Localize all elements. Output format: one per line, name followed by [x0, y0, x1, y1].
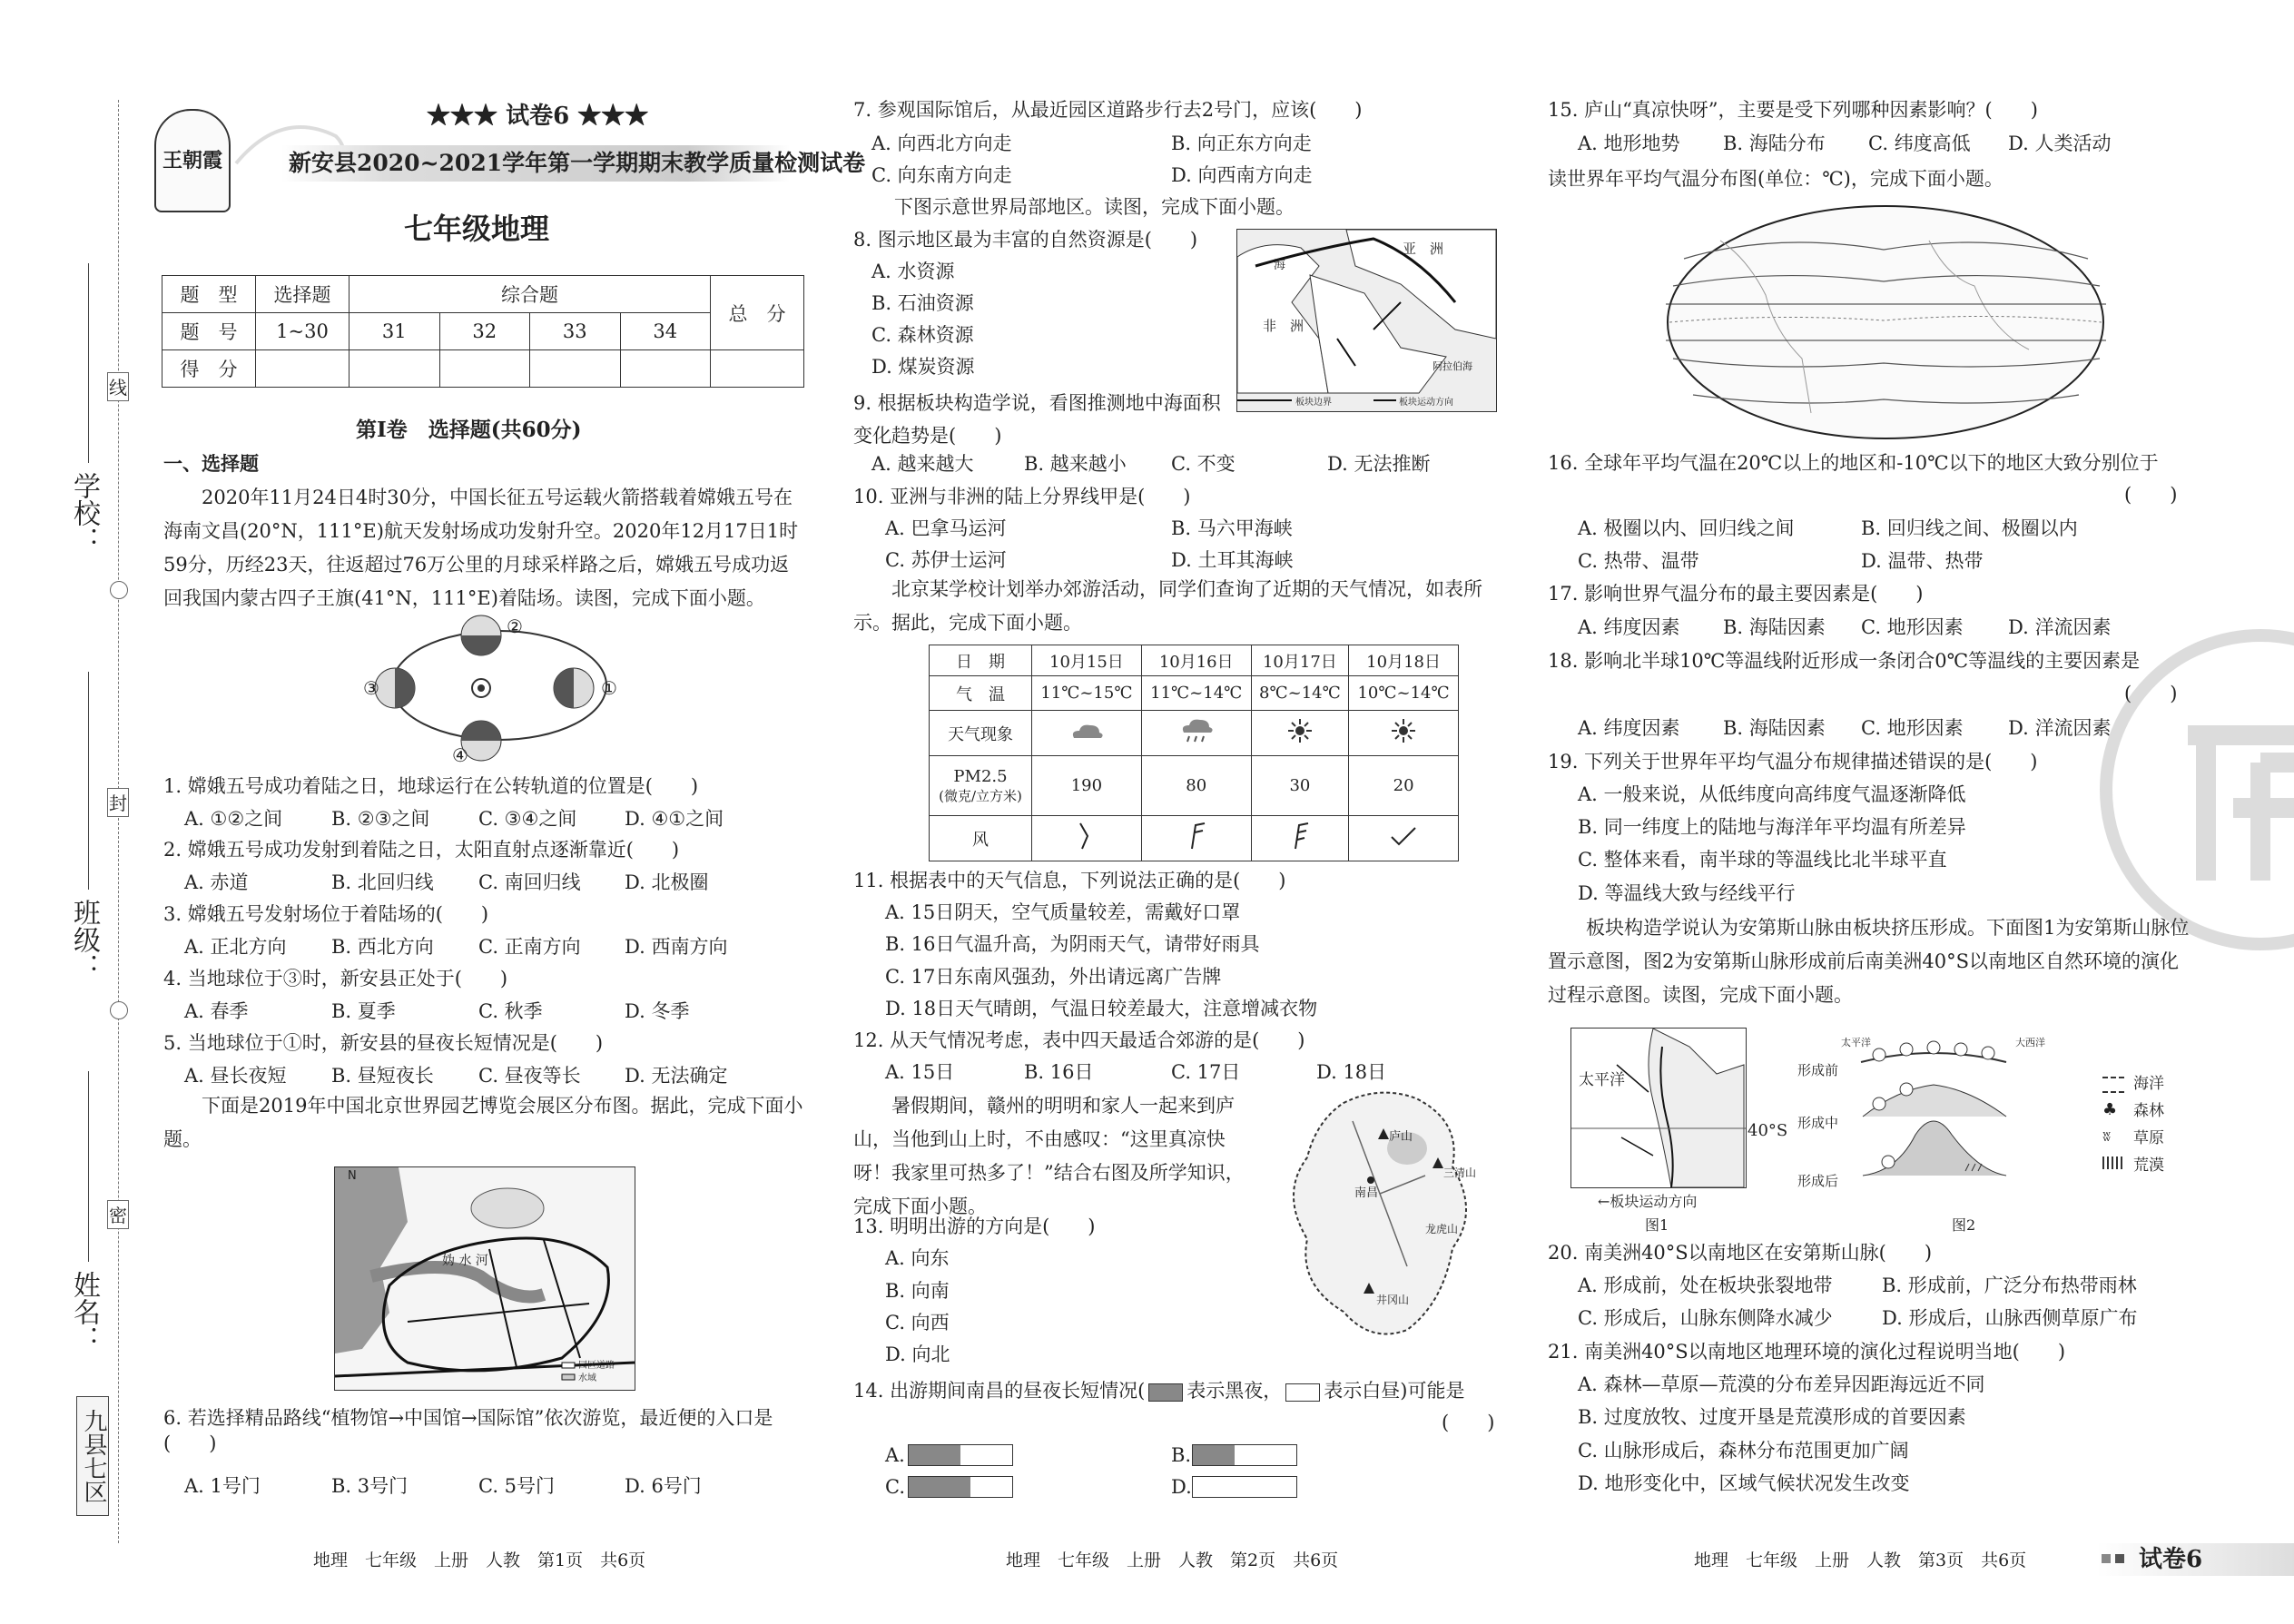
option[interactable]: C. 秋季: [478, 1000, 543, 1022]
cell: 34: [620, 313, 711, 350]
name-label: 姓名：: [68, 1271, 100, 1353]
option[interactable]: C. 向西: [885, 1312, 950, 1334]
orbit-label: ①: [601, 677, 617, 699]
option[interactable]: D. 18日天气晴朗，气温日较差最大，注意增减衣物: [885, 998, 1318, 1019]
question-12-stem: 12. 从天气情况考虑，表中四天最适合郊游的是( ): [853, 1029, 1305, 1051]
figure-1-caption: 图1: [1645, 1216, 1669, 1234]
option[interactable]: B. 西北方向: [331, 936, 434, 958]
day-legend-swatch: [1285, 1383, 1320, 1402]
question-4-stem: 4. 当地球位于③时，新安县正处于( ): [163, 968, 508, 989]
option[interactable]: B. 海陆因素: [1723, 717, 1826, 739]
cell: 1~30: [256, 313, 350, 350]
ocean-legend-icon: [2102, 1077, 2124, 1093]
sunny-icon: [1349, 711, 1459, 756]
score-input[interactable]: [711, 350, 804, 388]
option[interactable]: B. 16日: [1024, 1061, 1094, 1083]
question-6-stem: 6. 若选择精品路线“植物馆→中国馆→国际馆”依次游览，最近便的入口是( ): [163, 1407, 773, 1454]
option[interactable]: B. 海陆因素: [1723, 616, 1826, 638]
series-number: 试卷6: [506, 103, 570, 130]
school-input-line[interactable]: [88, 263, 89, 463]
option[interactable]: A. 1号门: [184, 1475, 261, 1497]
legend-road: 园区道路: [578, 1361, 615, 1371]
badge-square-icon: [2102, 1554, 2111, 1563]
option[interactable]: D. 向西南方向走: [1171, 164, 1313, 186]
question-16-stem: 16. 全球年平均气温在20℃以上的地区和-10℃以下的地区大致分别位于: [1548, 452, 2159, 474]
option[interactable]: B. 石油资源: [871, 292, 974, 314]
option[interactable]: C. ③④之间: [478, 808, 577, 830]
page-footer: 地理 七年级 上册 人教 第1页 共6页: [313, 1550, 646, 1570]
answer-paren: ( ): [2124, 683, 2178, 704]
wind-icon: [1349, 816, 1459, 861]
cell: 题 号: [162, 313, 256, 350]
option[interactable]: D. 土耳其海峡: [1171, 549, 1294, 571]
option[interactable]: A. 春季: [184, 1000, 249, 1022]
cell: 10月16日: [1141, 645, 1251, 676]
question-20-stem: 20. 南美洲40°S以南地区在安第斯山脉( ): [1548, 1242, 1933, 1264]
cell: 气 温: [930, 676, 1032, 711]
cell: 32: [439, 313, 530, 350]
option[interactable]: A. 正北方向: [184, 936, 287, 958]
stage-during: 形成中: [1797, 1115, 1839, 1131]
option[interactable]: B. ②③之间: [331, 808, 430, 830]
cell: 8℃~14℃: [1251, 676, 1349, 711]
world-temperature-map: [1666, 204, 2106, 440]
daynight-bar-d[interactable]: [1192, 1476, 1297, 1498]
option[interactable]: C. 森林资源: [871, 324, 974, 346]
mideast-map: [1236, 229, 1497, 412]
desert-legend-icon: [2102, 1156, 2124, 1169]
q14-legend-day: 表示白昼)可能是: [1324, 1380, 1465, 1402]
grass-legend-icon: ʬ: [2102, 1127, 2112, 1145]
answer-paren: ( ): [2124, 484, 2178, 506]
stage-before: 形成前: [1797, 1062, 1839, 1078]
figure-2-caption: 图2: [1952, 1216, 1976, 1234]
cell: 10月17日: [1251, 645, 1349, 676]
latitude-label: 40°S: [1748, 1121, 1788, 1140]
question-3-stem: 3. 嫦娥五号发射场位于着陆场的( ): [163, 903, 489, 925]
wind-icon: [1251, 816, 1349, 861]
score-input[interactable]: [256, 350, 350, 388]
question-15-stem: 15. 庐山“真凉快呀”，主要是受下列哪种因素影响？( ): [1548, 99, 2038, 121]
logo-text: 王朝霞: [162, 149, 222, 172]
question-13-stem: 13. 明明出游的方向是( ): [853, 1216, 1096, 1237]
option[interactable]: A. 赤道: [184, 871, 249, 893]
weather-table: [929, 645, 1459, 861]
option[interactable]: B. 3号门: [331, 1475, 409, 1497]
answer-paren: ( ): [1442, 1412, 1495, 1433]
option[interactable]: A. 越来越大: [871, 453, 974, 475]
option[interactable]: A.: [885, 1444, 905, 1466]
wind-icon: [1032, 816, 1142, 861]
seal-mark-secret: 密: [107, 1200, 129, 1229]
option[interactable]: B. 马六甲海峡: [1171, 517, 1293, 539]
cell: 选择题: [256, 276, 350, 313]
option[interactable]: A. 纬度因素: [1578, 616, 1680, 638]
watermark-seal: [2079, 626, 2294, 953]
daynight-bar-c[interactable]: [908, 1476, 1013, 1498]
question-14-stem: [853, 1378, 1464, 1403]
option[interactable]: C. 地形因素: [1861, 717, 1964, 739]
intro-andes: 板块构造学说认为安第斯山脉由板块挤压形成。下面图1为安第斯山脉位置示意图，图2为安第斯山脉形成前后南美洲40°S以南地区自然环境的演化过程示意图。读图，完成下面小题。: [1548, 917, 2190, 1006]
orbit-diagram: [363, 608, 635, 772]
legend-forest: 森林: [2133, 1102, 2164, 1120]
option[interactable]: D. ④①之间: [625, 808, 724, 830]
option[interactable]: D. 温带、热带: [1861, 550, 1984, 572]
night-legend-swatch: [1148, 1383, 1183, 1402]
legend-ocean: 海洋: [2133, 1075, 2164, 1093]
page-footer: 地理 七年级 上册 人教 第2页 共6页: [1006, 1550, 1339, 1570]
option[interactable]: B.: [1171, 1444, 1192, 1466]
cell: 11℃~14℃: [1141, 676, 1251, 711]
option[interactable]: C. 山脉形成后，森林分布范围更加广阔: [1578, 1440, 1909, 1462]
option[interactable]: D.: [1171, 1476, 1192, 1498]
option[interactable]: D. 西南方向: [625, 936, 728, 958]
cell: 日 期: [930, 645, 1032, 676]
option[interactable]: A. 纬度因素: [1578, 717, 1680, 739]
option[interactable]: A. 15日: [885, 1061, 955, 1083]
option[interactable]: A. 向西北方向走: [871, 133, 1012, 154]
option[interactable]: C. 形成后，山脉东侧降水减少: [1578, 1307, 1833, 1329]
plate-motion-label: ←板块运动方向: [1598, 1193, 1698, 1210]
expo-map: [334, 1166, 635, 1391]
option[interactable]: C. 热带、温带: [1578, 550, 1699, 572]
cell: 10月15日: [1032, 645, 1142, 676]
intro-world-temp: 读世界年平均气温分布图(单位：℃)，完成下面小题。: [1548, 168, 2004, 190]
option[interactable]: D. 无法确定: [625, 1065, 728, 1087]
class-label: 班级：: [68, 899, 100, 980]
cell: 10℃~14℃: [1349, 676, 1459, 711]
cell: 20: [1349, 756, 1459, 816]
night-fill: [909, 1445, 960, 1465]
lake-label: 妫 水 河: [442, 1254, 488, 1268]
score-table: [162, 275, 804, 388]
option[interactable]: A. 形成前，处在板块张裂地带: [1578, 1275, 1833, 1296]
question-1-stem: 1. 嫦娥五号成功着陆之日，地球运行在公转轨道的位置是( ): [163, 775, 699, 797]
score-input[interactable]: [530, 350, 621, 388]
cell: 总 分: [711, 276, 804, 350]
sunny-icon: [1251, 711, 1349, 756]
cell: 11℃~15℃: [1032, 676, 1142, 711]
question-9-stem: 9. 根据板块构造学说，看图推测地中海面积变化趋势是( ): [853, 392, 1221, 447]
night-fill: [909, 1477, 970, 1497]
label-pacific: 太平洋: [1579, 1071, 1625, 1089]
question-11-stem: 11. 根据表中的天气信息，下列说法正确的是( ): [853, 870, 1286, 891]
hole-icon: [110, 581, 128, 599]
cell: 综合题: [350, 276, 711, 313]
option[interactable]: C. 地形因素: [1861, 616, 1964, 638]
option[interactable]: B. 形成前，广泛分布热带雨林: [1882, 1275, 2137, 1296]
label-west-ocean: 太平洋: [1841, 1037, 1871, 1048]
region-badge: 九县七区: [76, 1396, 109, 1516]
option[interactable]: A. 森林—草原—荒漠的分布差异因距海远近不同: [1578, 1373, 1985, 1395]
section-title: 第Ⅰ卷 选择题(共60分): [356, 418, 582, 442]
option[interactable]: C. 向东南方向走: [871, 164, 1012, 186]
night-fill: [1193, 1445, 1235, 1465]
page-footer: 地理 七年级 上册 人教 第3页 共6页: [1694, 1550, 2027, 1570]
seal-mark-seal: 封: [107, 788, 129, 817]
jiangxi-map: [1271, 1085, 1489, 1343]
option[interactable]: C. 正南方向: [478, 936, 581, 958]
label-asia: 亚 洲: [1403, 241, 1444, 257]
option[interactable]: A. 15日阴天，空气质量较差，需戴好口罩: [885, 901, 1241, 923]
option[interactable]: B. 回归线之间、极圈以内: [1861, 517, 2078, 539]
option[interactable]: B. 海陆分布: [1723, 133, 1826, 154]
option[interactable]: B. 同一纬度上的陆地与海洋年平均温有所差异: [1578, 816, 1966, 838]
label-africa: 非 洲: [1263, 318, 1305, 334]
series-title: ★★★ 试卷6 ★★★: [427, 103, 649, 130]
orbit-label: ④: [452, 744, 468, 766]
badge-square-icon: [2115, 1554, 2124, 1563]
intro-chang-e: 2020年11月24日4时30分，中国长征五号运载火箭搭载着嫦娥五号在海南文昌(20°N，111°E)航天发射场成功发射升空。2020年12月17日1时59分，历经23天，往返超过76万公里的月球采样路之后，嫦娥五号成功返回我国内蒙古四子王旗(41°N，111°E)着陆场。读图，完成下面小题。: [163, 487, 799, 609]
question-17-stem: 17. 影响世界气温分布的最主要因素是( ): [1548, 583, 1924, 605]
intro-lushan: 暑假期间，赣州的明明和家人一起来到庐山，当他到山上时，不由感叹：“这里真凉快呀！我家里可热多了！”结合右图及所学知识，完成下面小题。: [853, 1095, 1245, 1217]
exam-title: 新安县2020~2021学年第一学期期末教学质量检测试卷: [289, 150, 866, 176]
intro-expo: 下面是2019年中国北京世界园艺博览会展区分布图。据此，完成下面小题。: [163, 1095, 803, 1150]
option[interactable]: A. 极圈以内、回归线之间: [1578, 517, 1795, 539]
option[interactable]: A. 一般来说，从低纬度向高纬度气温逐渐降低: [1578, 783, 1966, 805]
wind-icon: [1141, 816, 1251, 861]
question-19-stem: 19. 下列关于世界年平均气温分布规律描述错误的是( ): [1548, 751, 2038, 773]
city-sanqingshan: 三清山: [1443, 1166, 1477, 1179]
orbit-label: ③: [363, 677, 379, 699]
label-arabian-sea: 阿拉伯海: [1433, 360, 1472, 372]
daynight-bar-b[interactable]: [1192, 1444, 1297, 1466]
label-east-ocean: 大西洋: [2015, 1037, 2045, 1048]
option[interactable]: C. 纬度高低: [1868, 133, 1971, 154]
option[interactable]: A. 地形地势: [1578, 133, 1680, 154]
option[interactable]: C. 昼夜等长: [478, 1065, 581, 1087]
option[interactable]: C. 17日: [1171, 1061, 1241, 1083]
footer-badge: 试卷6: [2139, 1546, 2203, 1573]
option[interactable]: C. 整体来看，南半球的等温线比北半球平直: [1578, 849, 1947, 871]
cell: 30: [1251, 756, 1349, 816]
name-input-line[interactable]: [88, 1071, 89, 1262]
option[interactable]: A. 向东: [885, 1247, 950, 1269]
question-10-stem: 10. 亚洲与非洲的陆上分界线甲是( ): [853, 486, 1191, 507]
cell: 31: [350, 313, 440, 350]
option[interactable]: D. 6号门: [625, 1475, 702, 1497]
question-2-stem: 2. 嫦娥五号成功发射到着陆之日，太阳直射点逐渐靠近( ): [163, 839, 680, 861]
rain-icon: [1141, 711, 1251, 756]
legend-grassland: 草原: [2133, 1129, 2164, 1147]
option[interactable]: D. 地形变化中，区域气候状况发生改变: [1578, 1472, 1910, 1494]
option[interactable]: D. 18日: [1316, 1061, 1387, 1083]
option[interactable]: D. 向北: [885, 1343, 950, 1365]
orbit-label: ②: [507, 615, 523, 637]
legend-boundary: 板块边界: [1295, 398, 1332, 408]
label-sea: 海: [1274, 259, 1286, 272]
option[interactable]: B. 夏季: [331, 1000, 396, 1022]
option[interactable]: D. 洋流因素: [2008, 717, 2112, 739]
cell: 得 分: [162, 350, 256, 388]
city-lushan: 庐山: [1389, 1130, 1413, 1144]
binding-dashed-line: [118, 100, 119, 1543]
option[interactable]: A. ①②之间: [184, 808, 283, 830]
publisher-logo: [154, 109, 231, 212]
question-5-stem: 5. 当地球位于①时，新安县的昼夜长短情况是( ): [163, 1032, 604, 1054]
question-7-stem: 7. 参观国际馆后，从最近园区道路步行去2号门，应该( ): [853, 99, 1363, 121]
option[interactable]: C. 南回归线: [478, 871, 581, 893]
cell: 风: [930, 816, 1032, 861]
class-input-line[interactable]: [88, 672, 89, 890]
legend-desert: 荒漠: [2133, 1156, 2164, 1175]
legend-water: 水域: [578, 1373, 596, 1383]
option[interactable]: A. 水资源: [871, 261, 955, 282]
option[interactable]: B. 过度放牧、过度开垦是荒漠形成的首要因素: [1578, 1406, 1966, 1428]
option[interactable]: B. 北回归线: [331, 871, 434, 893]
option[interactable]: C. 17日东南风强劲，外出请远离广告牌: [885, 966, 1222, 988]
cell: 题 型: [162, 276, 256, 313]
legend-plate-move: 板块运动方向: [1399, 398, 1453, 408]
cell: 10月18日: [1349, 645, 1459, 676]
cell: PM2.5: [953, 766, 1008, 786]
option[interactable]: D. 人类活动: [2008, 133, 2112, 154]
subject-title: 七年级地理: [404, 212, 550, 246]
option[interactable]: D. 煤炭资源: [871, 356, 975, 378]
hole-icon: [110, 1001, 128, 1019]
forest-legend-icon: ♣: [2102, 1100, 2118, 1119]
stage-after: 形成后: [1797, 1173, 1839, 1189]
option[interactable]: C. 不变: [1171, 453, 1236, 475]
intro-weather: 北京某学校计划举办郊游活动，同学们查询了近期的天气情况，如表所示。据此，完成下面小题。: [853, 578, 1482, 634]
option[interactable]: D. 无法推断: [1327, 453, 1431, 475]
cell: 80: [1141, 756, 1251, 816]
cell: 天气现象: [930, 711, 1032, 756]
option[interactable]: D. 北极圈: [625, 871, 709, 893]
cloudy-icon: [1032, 711, 1142, 756]
question-8-stem: 8. 图示地区最为丰富的自然资源是( ): [853, 229, 1198, 251]
option[interactable]: B. 16日气温升高，为阴雨天气，请带好雨具: [885, 933, 1260, 955]
option[interactable]: A. 昼长夜短: [184, 1065, 287, 1087]
option[interactable]: A. 巴拿马运河: [885, 517, 1007, 539]
option[interactable]: B. 向正东方向走: [1171, 133, 1312, 154]
q14-legend-night: 表示黑夜，: [1186, 1380, 1283, 1402]
question-18-stem: 18. 影响北半球10℃等温线附近形成一条闭合0℃等温线的主要因素是: [1548, 650, 2141, 672]
city-jinggangshan: 井冈山: [1376, 1294, 1410, 1306]
option[interactable]: C.: [885, 1476, 905, 1498]
option[interactable]: B. 越来越小: [1024, 453, 1127, 475]
cell: 33: [530, 313, 621, 350]
daynight-bar-a[interactable]: [908, 1444, 1013, 1466]
city-longhushan: 龙虎山: [1425, 1223, 1459, 1235]
option[interactable]: D. 等温线大致与经线平行: [1578, 882, 1796, 904]
question-21-stem: 21. 南美洲40°S以南地区地理环境的演化过程说明当地( ): [1548, 1341, 2066, 1363]
option[interactable]: D. 形成后，山脉西侧草原广布: [1882, 1307, 2138, 1329]
q14-text: 14. 出游期间南昌的昼夜长短情况(: [853, 1380, 1146, 1402]
intro-world-region: 下图示意世界局部地区。读图，完成下面小题。: [894, 196, 1295, 218]
score-input[interactable]: [350, 350, 440, 388]
option[interactable]: C. 苏伊士运河: [885, 549, 1007, 571]
andes-figure-2: [1797, 1035, 2097, 1194]
cell: (微克/立方米): [939, 787, 1022, 804]
section-subtitle: 一、选择题: [163, 452, 259, 475]
andes-figure-1: [1570, 1028, 1747, 1188]
score-input[interactable]: [620, 350, 711, 388]
option[interactable]: D. 洋流因素: [2008, 616, 2112, 638]
option[interactable]: B. 昼短夜长: [331, 1065, 434, 1087]
north-arrow: N: [348, 1169, 357, 1183]
score-input[interactable]: [439, 350, 530, 388]
cell: 190: [1032, 756, 1142, 816]
school-label: 学校：: [68, 472, 100, 554]
option[interactable]: B. 向南: [885, 1280, 950, 1302]
seal-mark-line: 线: [107, 372, 129, 401]
option[interactable]: D. 冬季: [625, 1000, 690, 1022]
city-nanchang: 南昌: [1354, 1186, 1379, 1200]
option[interactable]: C. 5号门: [478, 1475, 556, 1497]
